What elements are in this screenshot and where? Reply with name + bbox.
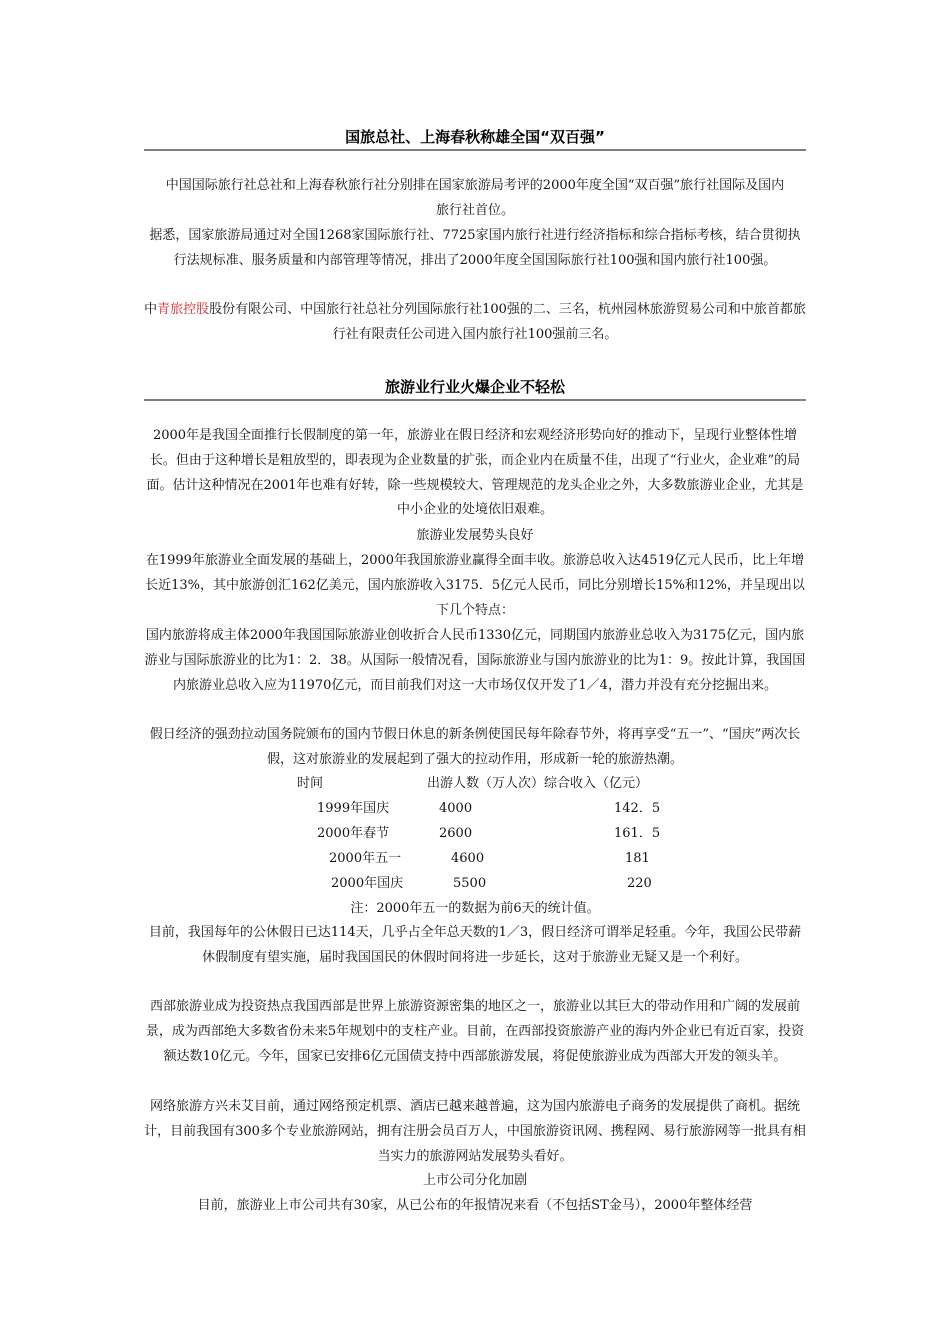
table-row <box>144 871 806 896</box>
subheading-listed-companies: 上市公司分化加剧 <box>422 1173 527 1188</box>
table-cell: 2600 <box>439 826 473 841</box>
table-header: 时间 <box>297 776 324 791</box>
table-cell: 161．5 <box>614 826 661 841</box>
paragraph-2-6: 西部旅游业成为投资热点我国西部是世界上旅游资源密集的地区之一，旅游业以其巨大的带动作用和广阔的发展前景，成为西部绝大多数省份未来5年规划中的支柱产业。目前，在西部投资旅游产业的海内外企业已有近百家，投资额达数10亿元。今年，国家已安排6亿元国债支持中西部旅游发展，将促使旅游业成为西部大开发的领头羊。 <box>145 999 805 1064</box>
table-header: 出游人数（万人次）综合收入（亿元） <box>427 776 649 791</box>
p3-prefix: 中 <box>144 302 158 317</box>
table-cell: 2000年五一 <box>329 851 402 866</box>
paragraph-2-2: 在1999年旅游业全面发展的基础上，2000年我国旅游业赢得全面丰收。旅游总收入达4519亿元人民币，比上年增长近13%，其中旅游创汇162亿美元，国内旅游收入3175．5亿元人民币，同比分别增长15%和12%，并呈现出以下几个特点： <box>145 553 805 618</box>
table-row <box>144 846 806 871</box>
table-row <box>144 821 806 846</box>
subheading-development: 旅游业发展势头良好 <box>416 528 534 543</box>
table-cell: 142．5 <box>614 801 661 816</box>
table-note-row <box>144 896 806 921</box>
table-cell: 2000年国庆 <box>331 876 404 891</box>
paragraph-1-1: 中国国际旅行社总社和上海春秋旅行社分别排在国家旅游局考评的2000年度全国“双百强”旅行社国际及国内旅行社首位。 <box>165 178 785 218</box>
paragraph-2-3: 国内旅游将成主体2000年我国国际旅游业创收折合人民币1330亿元，同期国内旅游业总收入为3175亿元，国内旅游业与国际旅游业的比为1：2．38。从国际一般情况看，国际旅游业与国内旅游业的比为1：9。按此计算，我国国内旅游业总收入应为11970亿元，而目前我们对这一大市场仅仅开发了1／4，潜力并没有充分挖掘出来。 <box>144 628 806 693</box>
table-note: 注：2000年五一的数据为前6天的统计值。 <box>350 901 600 916</box>
table-row <box>144 796 806 821</box>
table-cell: 220 <box>627 876 652 891</box>
section-title-1: 国旅总社、上海春秋称雄全国“双百强” <box>345 128 605 146</box>
paragraph-2-4: 假日经济的强劲拉动国务院颁布的国内节假日休息的新条例使国民每年除春节外，将再享受“五一”、“国庆”两次长假，这对旅游业的发展起到了强大的拉动作用，形成新一轮的旅游热潮。 <box>149 727 801 767</box>
table-cell: 2000年春节 <box>317 826 390 841</box>
title-rule-1 <box>144 149 806 151</box>
table-cell: 4000 <box>439 801 473 816</box>
paragraph-1-3 <box>144 298 806 348</box>
paragraph-2-1: 2000年是我国全面推行长假制度的第一年，旅游业在假日经济和宏观经济形势向好的推动下，呈现行业整体性增长。但由于这种增长是粗放型的，即表现为企业数量的扩张，而企业内在质量不佳，出现了“行业火，企业难”的局面。估计这种情况在2001年也难有好转，除一些规模较大、管理规范的龙头企业之外，大多数旅游业企业，尤其是中小企业的处境依旧艰难。 <box>146 428 804 518</box>
paragraph-1-2: 据悉，国家旅游局通过对全国1268家国际旅行社、7725家国内旅行社进行经济指标和综合指标考核，结合贯彻执行法规标准、服务质量和内部管理等情况，排出了2000年度全国国际旅行社100强和国内旅行社100强。 <box>149 228 801 268</box>
paragraph-2-5: 目前，我国每年的公休假日已达114天，几乎占全年总天数的1／3，假日经济可谓举足轻重。今年，我国公民带薪休假制度有望实施，届时我国国民的休假时间将进一步延长，这对于旅游业无疑又是一个利好。 <box>148 925 802 965</box>
paragraph-2-7: 网络旅游方兴未艾目前，通过网络预定机票、酒店已越来越普遍，这为国内旅游电子商务的发展提供了商机。据统计，目前我国有300多个专业旅游网站，拥有注册会员百万人，中国旅游资讯网、携程网、易行旅游网等一批具有相当实力的旅游网站发展势头看好。 <box>144 1099 806 1164</box>
table-cell: 5500 <box>453 876 487 891</box>
holiday-table <box>144 771 806 921</box>
title-rule-2 <box>144 399 806 401</box>
section-title-2: 旅游业行业火爆企业不轻松 <box>384 378 565 396</box>
company-link[interactable]: 青旅控股 <box>157 302 210 317</box>
table-cell: 1999年国庆 <box>317 801 390 816</box>
table-cell: 181 <box>625 851 650 866</box>
table-header-row <box>144 771 806 796</box>
paragraph-2-8: 目前，旅游业上市公司共有30家，从已公布的年报情况来看（不包括ST金马），2000年整体经营 <box>197 1198 753 1213</box>
p3-rest: 股份有限公司、中国旅行社总社分列国际旅行社100强的二、三名，杭州园林旅游贸易公司和中旅首都旅行社有限责任公司进入国内旅行社100强前三名。 <box>209 302 806 342</box>
table-cell: 4600 <box>451 851 485 866</box>
